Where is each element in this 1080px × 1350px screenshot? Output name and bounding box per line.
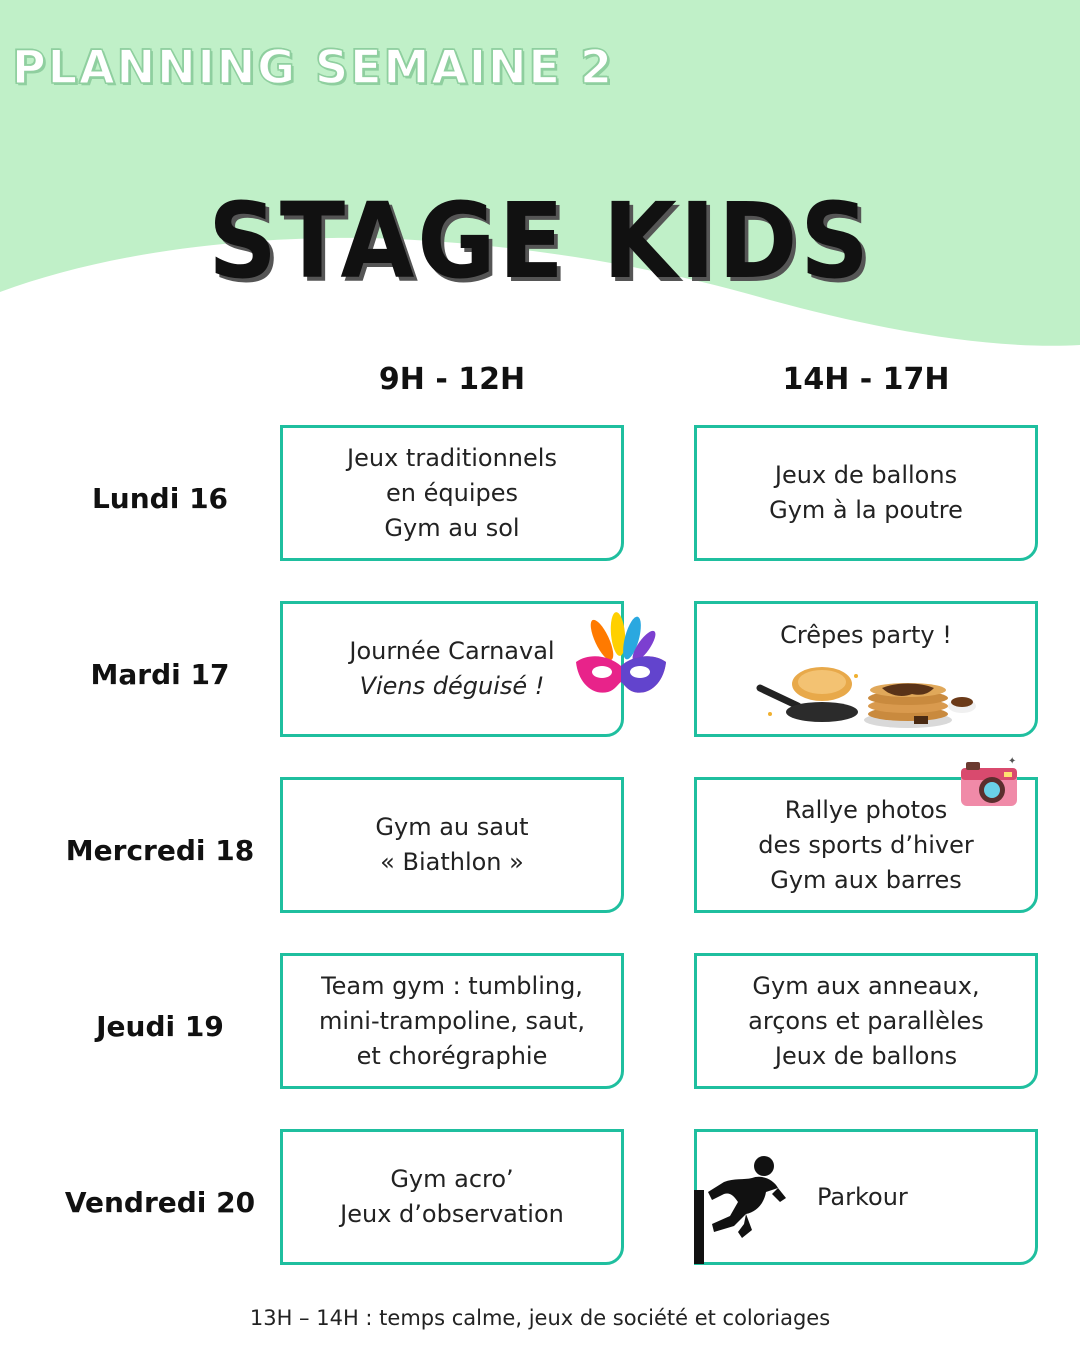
activity-line: Gym au sol (384, 513, 520, 542)
afternoon-column-header: 14H - 17H (782, 362, 950, 397)
activity-line: Jeux de ballons (774, 461, 958, 489)
carnival-mask-icon (572, 612, 670, 702)
svg-text:✦: ✦ (1008, 756, 1017, 767)
activity-line: Gym aux anneaux, (752, 971, 980, 1000)
activity-line: en équipes (386, 478, 518, 507)
footer-note: 13H – 14H : temps calme, jeux de société et coloriages (249, 1306, 831, 1330)
parkour-runner-icon (694, 1152, 790, 1264)
day-label-jeudi: Jeudi 19 (96, 1010, 224, 1043)
day-label-vendredi: Vendredi 20 (64, 1186, 256, 1219)
morning-column-header: 9H - 12H (378, 362, 526, 397)
activity-line: Crêpes party ! (780, 621, 952, 649)
day-label-lundi: Lundi 16 (91, 482, 229, 515)
day-label-mardi: Mardi 17 (90, 658, 230, 691)
activity-line: des sports d’hiver (758, 830, 974, 859)
activity-line: Gym aux barres (770, 865, 962, 894)
day-label-mercredi: Mercredi 18 (65, 834, 255, 867)
activity-line: mini-trampoline, saut, (319, 1006, 585, 1035)
activity-line: Rallye photos (784, 795, 948, 824)
activity-line: Gym acro’ (390, 1165, 514, 1193)
activity-card-mercredi-morning (280, 777, 624, 913)
activity-line: arçons et parallèles (748, 1006, 984, 1035)
camera-icon (958, 752, 1024, 812)
activity-line: et chorégraphie (356, 1041, 548, 1070)
activity-card-lundi-afternoon (694, 425, 1038, 561)
crepes-pan-icon (756, 664, 864, 730)
activity-line: Jeux d’observation (340, 1200, 564, 1228)
page-title: STAGE KIDS (208, 180, 872, 302)
activity-line: Parkour (817, 1182, 908, 1211)
activity-line: Team gym : tumbling, (321, 971, 583, 1000)
activity-line: Viens déguisé ! (359, 672, 545, 700)
activity-line: Gym à la poutre (769, 496, 963, 524)
activity-card-lundi-morning (280, 425, 624, 561)
pancake-stack-icon (862, 666, 980, 730)
activity-line: Jeux traditionnels (347, 443, 557, 472)
activity-card-vendredi-morning (280, 1129, 624, 1265)
activity-card-jeudi-morning (280, 953, 624, 1089)
activity-line: « Biathlon » (380, 848, 524, 876)
activity-line: Jeux de ballons (774, 1041, 958, 1070)
activity-line: Gym au saut (375, 813, 529, 841)
planning-subtitle: PLANNING SEMAINE 2 (12, 40, 614, 94)
activity-card-jeudi-afternoon (694, 953, 1038, 1089)
activity-line: Journée Carnaval (349, 637, 555, 665)
